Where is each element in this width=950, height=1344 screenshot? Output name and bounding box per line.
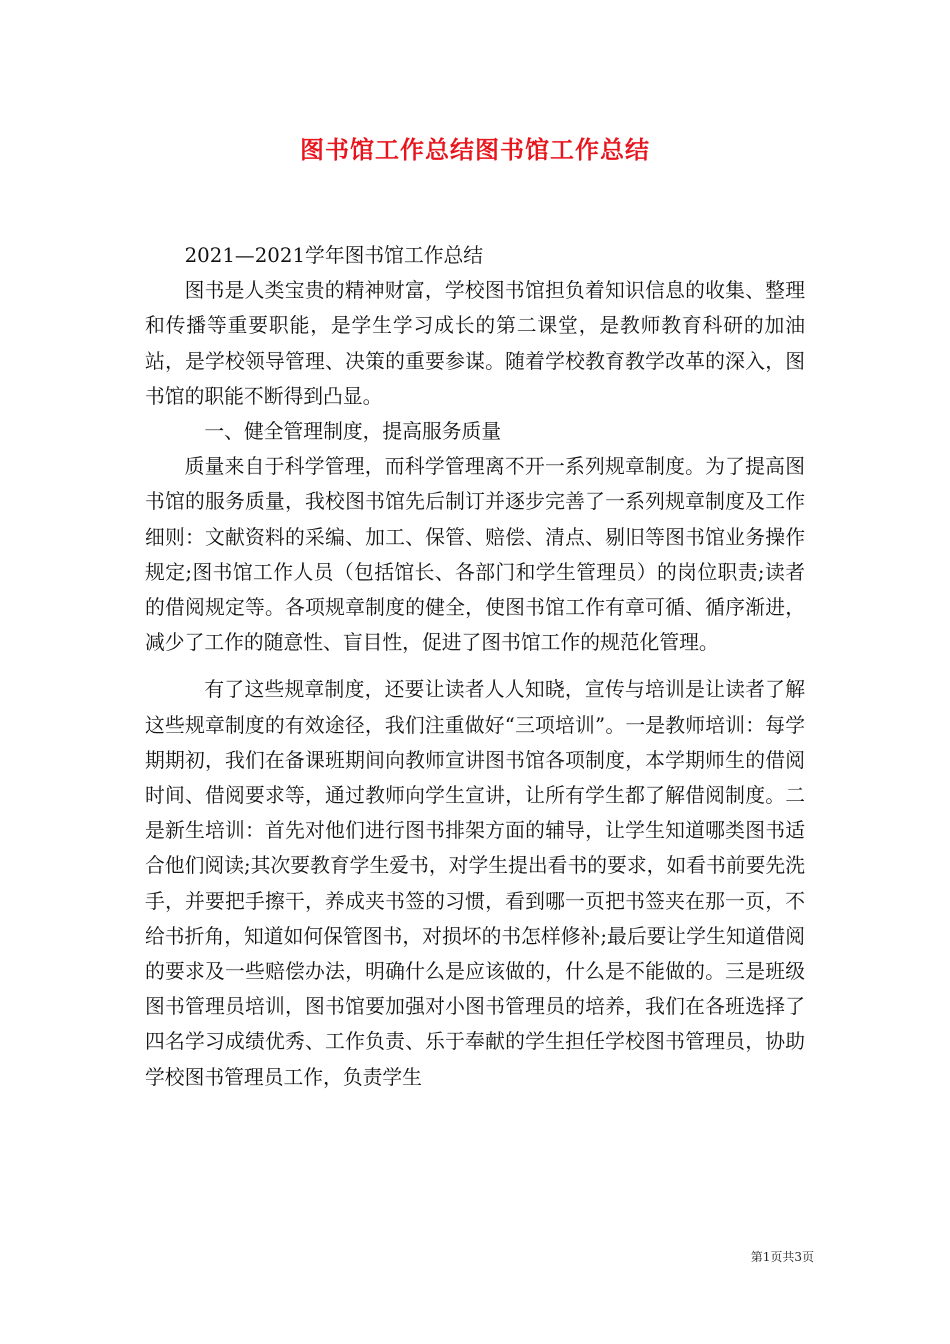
- section-heading-1: 一、健全管理制度，提高服务质量: [204, 420, 502, 444]
- document-body: [145, 238, 805, 1095]
- document-title: 图书馆工作总结图书馆工作总结: [300, 135, 650, 164]
- paragraph-intro: 图书是人类宝贵的精神财富，学校图书馆担负着知识信息的收集、整理和传播等重要职能，是学生学习成长的第二课堂，是教师教育科研的加油站，是学校领导管理、决策的重要参谋。随着学校教育教学改革的深入，图书馆的职能不断得到凸显。: [145, 279, 805, 408]
- page-number: 第1页共3页: [750, 1250, 814, 1264]
- paragraph-2: 有了这些规章制度，还要让读者人人知晓，宣传与培训是让读者了解这些规章制度的有效途径，我们注重做好“三项培训”。一是教师培训：每学期期初，我们在备课班期间向教师宣讲图书馆各项制度，本学期师生的借阅时间、借阅要求等，通过教师向学生宣讲，让所有学生都了解借阅制度。二是新生培训：首先对他们进行图书排架方面的辅导，让学生知道哪类图书适合他们阅读;其次要教育学生爱书，对学生提出看书的要求，如看书前要先洗手，并要把手擦干，养成夹书签的习惯，看到哪一页把书签夹在那一页，不给书折角，知道如何保管图书，对损坏的书怎样修补;最后要让学生知道借阅的要求及一些赔偿办法，明确什么是应该做的，什么是不能做的。三是班级图书管理员培训，图书馆要加强对小图书管理员的培养，我们在各班选择了四名学习成绩优秀、工作负责、乐于奉献的学生担任学校图书管理员，协助学校图书管理员工作，负责学生: [145, 678, 805, 1089]
- paragraph-1: 质量来自于科学管理，而科学管理离不开一系列规章制度。为了提高图书馆的服务质量，我校图书馆先后制订并逐步完善了一系列规章制度及工作细则：文献资料的采编、加工、保管、赔偿、清点、剔旧等图书馆业务操作规定;图书馆工作人员（包括馆长、各部门和学生管理员）的岗位职责;读者的借阅规定等。各项规章制度的健全，使图书馆工作有章可循、循序渐进，减少了工作的随意性、盲目性，促进了图书馆工作的规范化管理。: [145, 455, 805, 655]
- document-subtitle: 2021—2021学年图书馆工作总结: [184, 244, 484, 267]
